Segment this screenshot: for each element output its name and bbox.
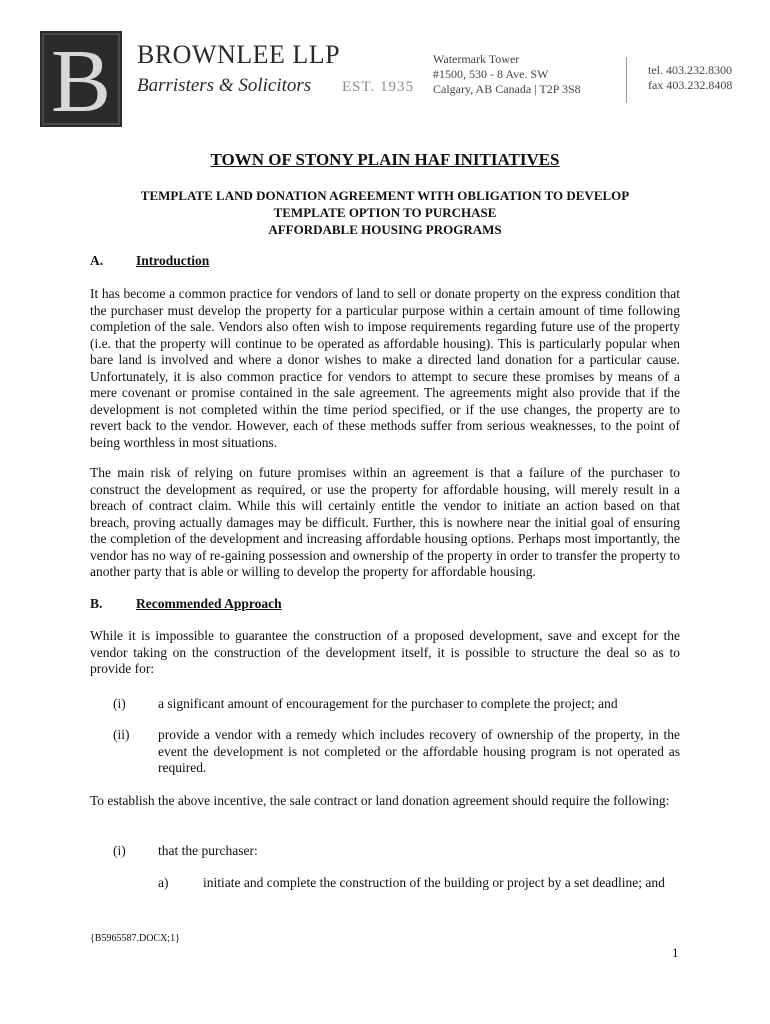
address-line: Calgary, AB Canada | T2P 3S8 [433, 82, 581, 96]
section-letter: A. [90, 253, 104, 268]
list-item-number: (i) [113, 696, 126, 711]
firm-logo [40, 31, 122, 127]
paragraph: The main risk of relying on future promises within an agreement is that a failure of the purchaser to construct the development as required, or use the property for affordable housing, will merely result in a breach of contract claim. While this will certainly entitle the vendor to initiate an action based on that breach, proving actually damages may be difficult. Further, this is nowhere near the initial goal of ensuring the completion of the development and increasing affordable housing options. Perhaps most importantly, the vendor has no way of re-gaining possession and ownership of the property in order to transfer the property to another party that is able or willing to develop the property for affordable housing. [90, 465, 680, 579]
section-title: Recommended Approach [136, 596, 282, 611]
section-b-heading [90, 596, 282, 612]
svg-text:B: B [50, 32, 112, 127]
document-subtitle: TEMPLATE LAND DONATION AGREEMENT WITH OBLIGATION TO DEVELOP [140, 188, 630, 203]
list-item-text: that the purchaser: [158, 843, 258, 858]
list-item [113, 727, 680, 779]
list-item-text: provide a vendor with a remedy which includes recovery of ownership of the property, in the event the development is not completed or the affordable housing program is not operated as required. [158, 727, 680, 775]
list-item-text: initiate and complete the construction of the building or project by a set deadline; and [203, 875, 665, 890]
firm-address [433, 52, 581, 97]
document-title: TOWN OF STONY PLAIN HAF INITIATIVES [210, 150, 560, 169]
paragraph: To establish the above incentive, the sale contract or land donation agreement should require the following: [90, 793, 670, 808]
list-item-text: a significant amount of encouragement for the purchaser to complete the project; and [158, 696, 618, 711]
list-item [113, 696, 680, 716]
paragraph: While it is impossible to guarantee the construction of a proposed development, save and except for the vendor taking on the construction of the development itself, it is possible to structure the deal so as to provide for: [90, 628, 680, 676]
address-line: Watermark Tower [433, 52, 520, 66]
list-item-number: a) [158, 875, 169, 890]
address-line: #1500, 530 - 8 Ave. SW [433, 67, 549, 81]
list-item-number: (i) [113, 843, 126, 858]
document-subtitle: AFFORDABLE HOUSING PROGRAMS [268, 222, 502, 237]
phone-number: tel. 403.232.8300 [648, 63, 732, 77]
section-title: Introduction [136, 253, 210, 268]
section-a-heading [90, 253, 209, 269]
firm-name: BROWNLEE LLP [137, 40, 341, 69]
firm-established: EST. 1935 [342, 79, 415, 95]
fax-number: fax 403.232.8408 [648, 78, 733, 92]
document-reference: {B5965587.DOCX;1} [90, 933, 180, 944]
document-subtitle: TEMPLATE OPTION TO PURCHASE [273, 205, 497, 220]
section-letter: B. [90, 596, 103, 611]
list-item [113, 843, 680, 863]
paragraph: It has become a common practice for vendors of land to sell or donate property on the express condition that the purchaser must develop the property for a particular purpose within a certain amount of time following completion of the sale. Vendors also often wish to impose requirements regarding future use of the property (i.e. that the property will continue to be operated as affordable housing). This is particularly popular when bare land is involved and where a donor wishes to make a directed land donation for a particular cause. Unfortunately, it is also common practice for vendors to attempt to secure these promises by means of a mere covenant or promise contained in the sale agreement. The agreements might also provide that if the development is not completed within the time period specified, or if the use changes, the property are to revert back to the vendor. However, each of these methods suffer from serious weaknesses, to the point of being worthless in most situations. [90, 286, 680, 450]
list-item [158, 875, 680, 895]
firm-contact [648, 63, 732, 93]
firm-subtitle: Barristers & Solicitors [137, 75, 312, 96]
list-item-number: (ii) [113, 727, 130, 742]
page-number: 1 [672, 945, 679, 960]
letterhead-divider [626, 57, 627, 103]
